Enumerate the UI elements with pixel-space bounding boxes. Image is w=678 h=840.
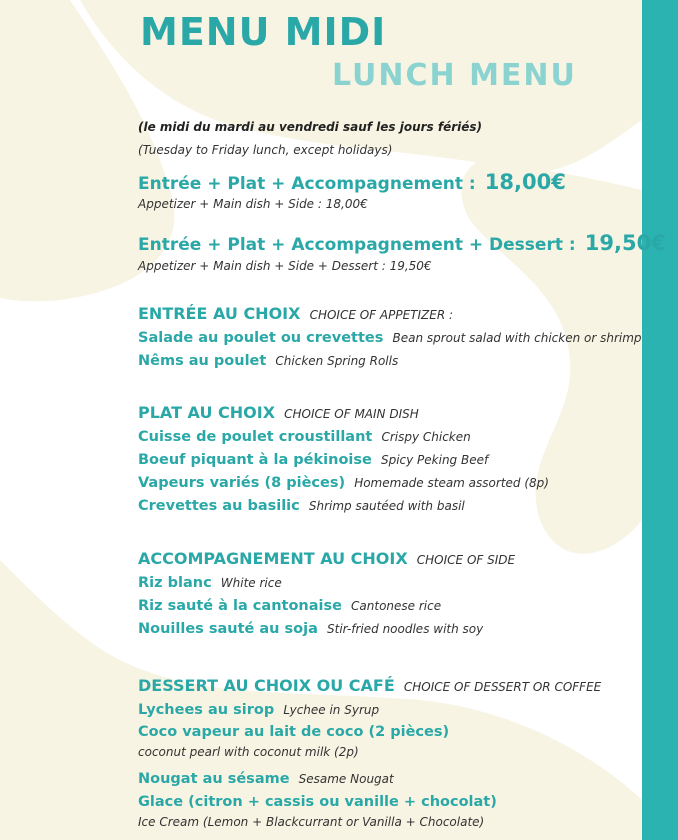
side-item-en: Cantonese rice — [351, 599, 442, 613]
section-side-title: ACCOMPAGNEMENT AU CHOIX — [138, 549, 408, 568]
dessert-item — [138, 699, 379, 718]
side-item-fr: Riz sauté à la cantonaise — [138, 598, 342, 614]
dessert-item-en: Ice Cream (Lemon + Blackcurrant or Vanilla + Chocolate) — [138, 815, 485, 829]
side-item-en: Stir-fried noodles with soy — [327, 622, 484, 636]
main-item — [138, 426, 471, 445]
formula-1 — [138, 170, 566, 194]
formula-1-label: Entrée + Plat + Accompagnement : — [138, 174, 476, 194]
appetizer-item — [138, 327, 642, 346]
section-side-heading — [138, 549, 515, 568]
side-item — [138, 572, 282, 591]
appetizer-item — [138, 350, 398, 369]
dessert-item-en: coconut pearl with coconut milk (2p) — [138, 745, 359, 759]
section-main-heading — [138, 403, 419, 422]
formula-1-price: 18,00€ — [484, 170, 566, 194]
side-item — [138, 595, 441, 614]
main-item-fr: Crevettes au basilic — [138, 498, 300, 514]
appetizer-item-en: Bean sprout salad with chicken or shrimp — [392, 331, 642, 345]
schedule-fr: (le midi du mardi au vendredi sauf les jours fériés) — [138, 120, 483, 134]
dessert-item-fr: Coco vapeur au lait de coco (2 pièces) — [138, 724, 450, 740]
formula-2-description: Appetizer + Main dish + Side + Dessert : 19,50€ — [138, 259, 432, 273]
section-dessert-title-en: CHOICE OF DESSERT OR COFFEE — [403, 680, 602, 694]
appetizer-item-fr: Nêms au poulet — [138, 353, 267, 369]
formula-2-price: 19,50€ — [584, 231, 666, 255]
side-item-fr: Nouilles sauté au soja — [138, 621, 318, 637]
main-item-en: Shrimp sautéed with basil — [308, 499, 465, 513]
dessert-item-en: Sesame Nougat — [298, 772, 394, 786]
section-appetizer-title: ENTRÉE AU CHOIX — [138, 304, 301, 323]
appetizer-item-fr: Salade au poulet ou crevettes — [138, 330, 384, 346]
dessert-item — [138, 721, 449, 740]
section-dessert-heading — [138, 676, 601, 695]
schedule-en: (Tuesday to Friday lunch, except holidays) — [138, 143, 393, 157]
section-appetizer-heading — [138, 304, 453, 323]
main-item — [138, 472, 549, 491]
main-item-en: Homemade steam assorted (8p) — [354, 476, 549, 490]
section-dessert-title: DESSERT AU CHOIX OU CAFÉ — [138, 676, 395, 695]
dessert-item-fr: Lychees au sirop — [138, 702, 275, 718]
main-item-fr: Boeuf piquant à la pékinoise — [138, 452, 372, 468]
side-item — [138, 618, 483, 637]
formula-2 — [138, 231, 666, 255]
teal-side-strip — [642, 0, 678, 840]
dessert-item — [138, 768, 394, 787]
main-item-fr: Vapeurs variés (8 pièces) — [138, 475, 346, 491]
page-subtitle: LUNCH MENU — [332, 58, 577, 93]
dessert-item-en: Lychee in Syrup — [283, 703, 380, 717]
main-item — [138, 449, 488, 468]
dessert-item-fr: Glace (citron + cassis ou vanille + chocolat) — [138, 794, 497, 810]
section-appetizer-title-en: CHOICE OF APPETIZER : — [309, 308, 454, 322]
side-item-en: White rice — [220, 576, 282, 590]
section-main-title-en: CHOICE OF MAIN DISH — [284, 407, 419, 421]
main-item-en: Spicy Peking Beef — [380, 453, 489, 467]
appetizer-item-en: Chicken Spring Rolls — [275, 354, 399, 368]
section-main-title: PLAT AU CHOIX — [138, 403, 276, 422]
main-item — [138, 495, 465, 514]
main-item-en: Crispy Chicken — [381, 430, 471, 444]
formula-2-label: Entrée + Plat + Accompagnement + Dessert : — [138, 235, 576, 255]
dessert-item — [138, 791, 497, 810]
dessert-item-fr: Nougat au sésame — [138, 771, 290, 787]
section-side-title-en: CHOICE OF SIDE — [416, 553, 516, 567]
side-item-fr: Riz blanc — [138, 575, 212, 591]
page-title: MENU MIDI — [140, 10, 387, 54]
formula-1-description: Appetizer + Main dish + Side : 18,00€ — [138, 197, 368, 211]
main-item-fr: Cuisse de poulet croustillant — [138, 429, 373, 445]
